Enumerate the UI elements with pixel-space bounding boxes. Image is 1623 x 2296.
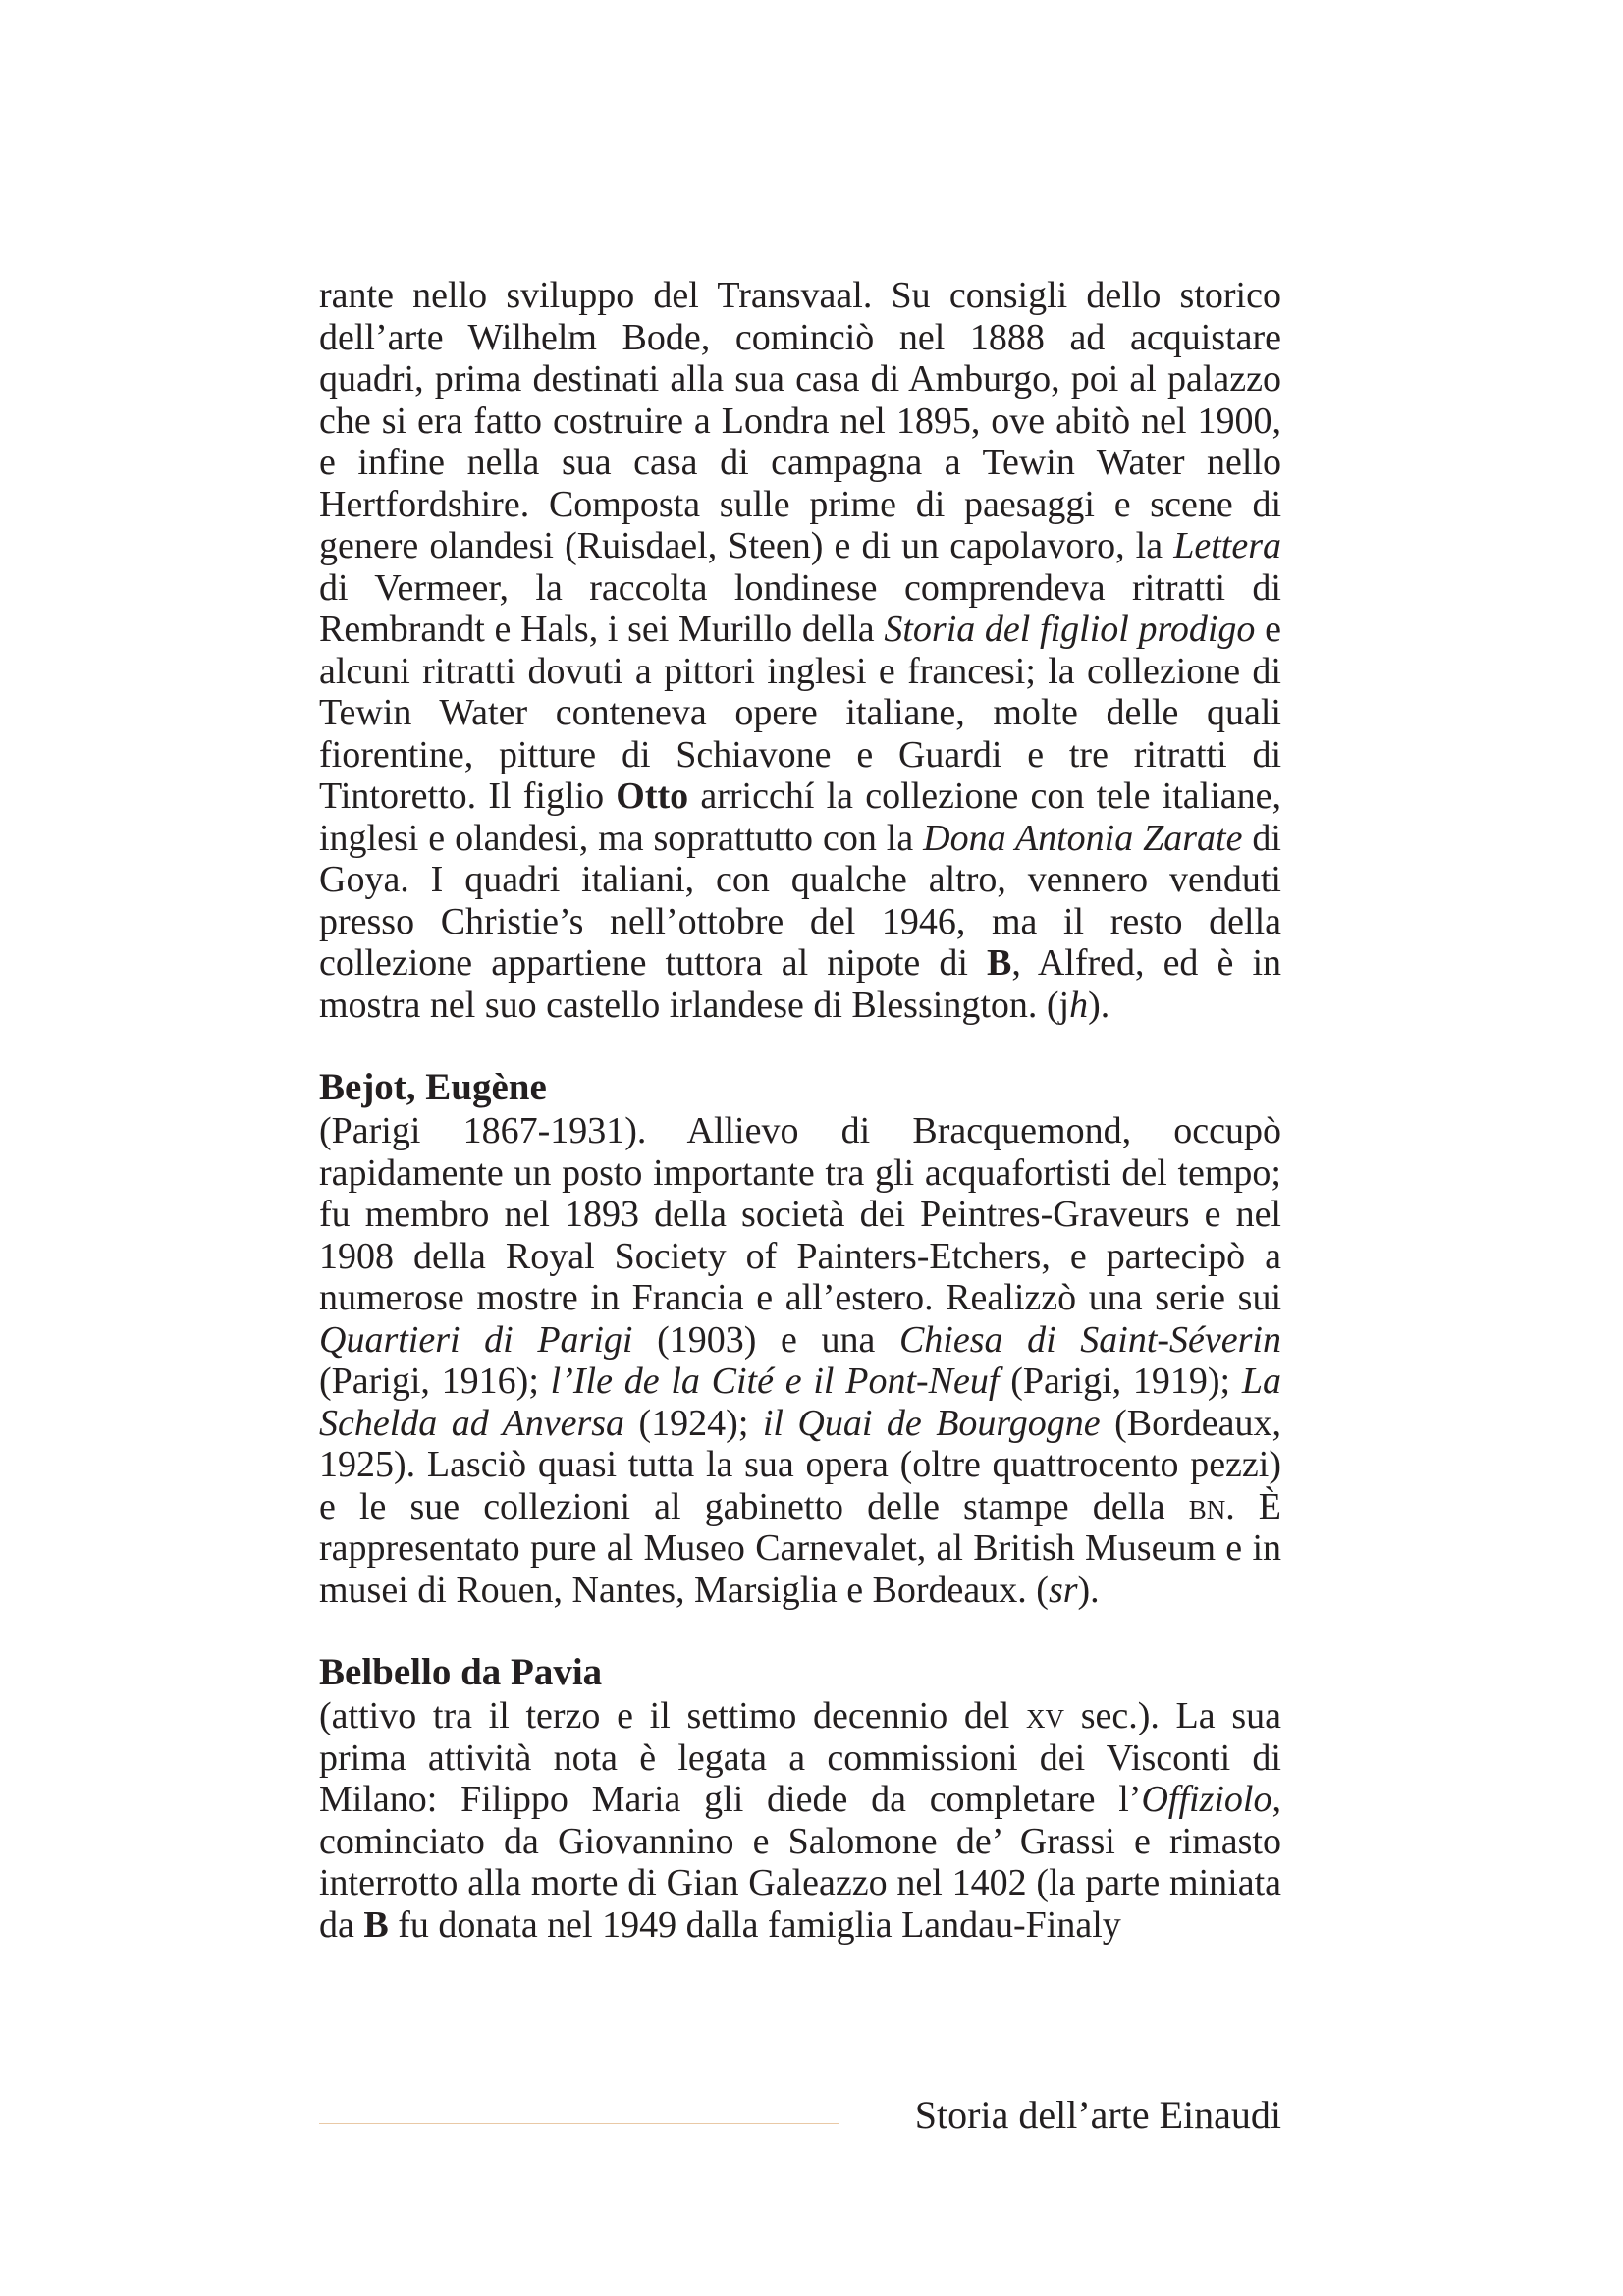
- page-body: [319, 275, 1281, 1946]
- footer-rule: [319, 2123, 839, 2124]
- entry-text-bejot: (Parigi 1867-1931). Allievo di Bracquemond, occupò rapidamente un posto importante tra gli acquafortisti del tempo; fu membro nel 1893 della società dei Peintres-Graveurs e nel 1908 della Royal Society of Painters-Etchers, e partecipò a numerose mostre in Francia e all’estero. Realizzò una serie sui Quartieri di Parigi (1903) e una Chiesa di Saint-Séverin (Parigi, 1916); l’Ile de la Cité e il Pont-Neuf (Parigi, 1919); La Schelda ad Anversa (1924); il Quai de Bourgogne (Bordeaux, 1925). Lasciò quasi tutta la sua opera (oltre quattrocento pezzi) e le sue collezioni al gabinetto delle stampe della bn. È rappresentato pure al Museo Carnevalet, al British Museum e in musei di Rouen, Nantes, Marsiglia e Bordeaux. (sr).: [319, 1110, 1282, 1611]
- entry-heading-belbello: Belbello da Pavia: [319, 1651, 603, 1693]
- entry-continuation-text: rante nello sviluppo del Transvaal. Su consigli dello storico dell’arte Wilhelm Bode, cominciò nel 1888 ad acquistare quadri, prima destinati alla sua casa di Amburgo, poi al palazzo che si era fatto costruire a Londra nel 1895, ove abitò nel 1900, e infine nella sua casa di campagna a Tewin Water nello Hertfordshire. Composta sulle prime di paesaggi e scene di genere olandesi (Ruisdael, Steen) e di un capolavoro, la Lettera di Vermeer, la raccolta londinese comprendeva ritratti di Rembrandt e Hals, i sei Murillo della Storia del figliol prodigo e alcuni ritratti dovuti a pittori inglesi e francesi; la collezione di Tewin Water conteneva opere italiane, molte delle quali fiorentine, pitture di Schiavone e Guardi e tre ritratti di Tintoretto. Il figlio Otto arricchí la collezione con tele italiane, inglesi e olandesi, ma soprattutto con la Dona Antonia Zarate di Goya. I quadri italiani, con qualche altro, vennero venduti presso Christie’s nell’ottobre del 1946, ma il resto della collezione appartiene tuttora al nipote di B, Alfred, ed è in mostra nel suo castello irlandese di Blessington. (jh).: [319, 275, 1282, 1026]
- footer-title: Storia dell’arte Einaudi: [914, 2093, 1281, 2137]
- entry-heading-bejot: Bejot, Eugène: [319, 1066, 547, 1108]
- entry-text-belbello: (attivo tra il terzo e il settimo decennio del xv sec.). La sua prima attività nota è legata a commissioni dei Visconti di Milano: Filippo Maria gli diede da completare l’Offiziolo, cominciato da Giovannino e Salomone de’ Grassi e rimasto interrotto alla morte di Gian Galeazzo nel 1402 (la parte miniata da B fu donata nel 1949 dalla famiglia Landau-Finaly: [319, 1695, 1281, 1946]
- page-footer: [319, 2091, 1281, 2150]
